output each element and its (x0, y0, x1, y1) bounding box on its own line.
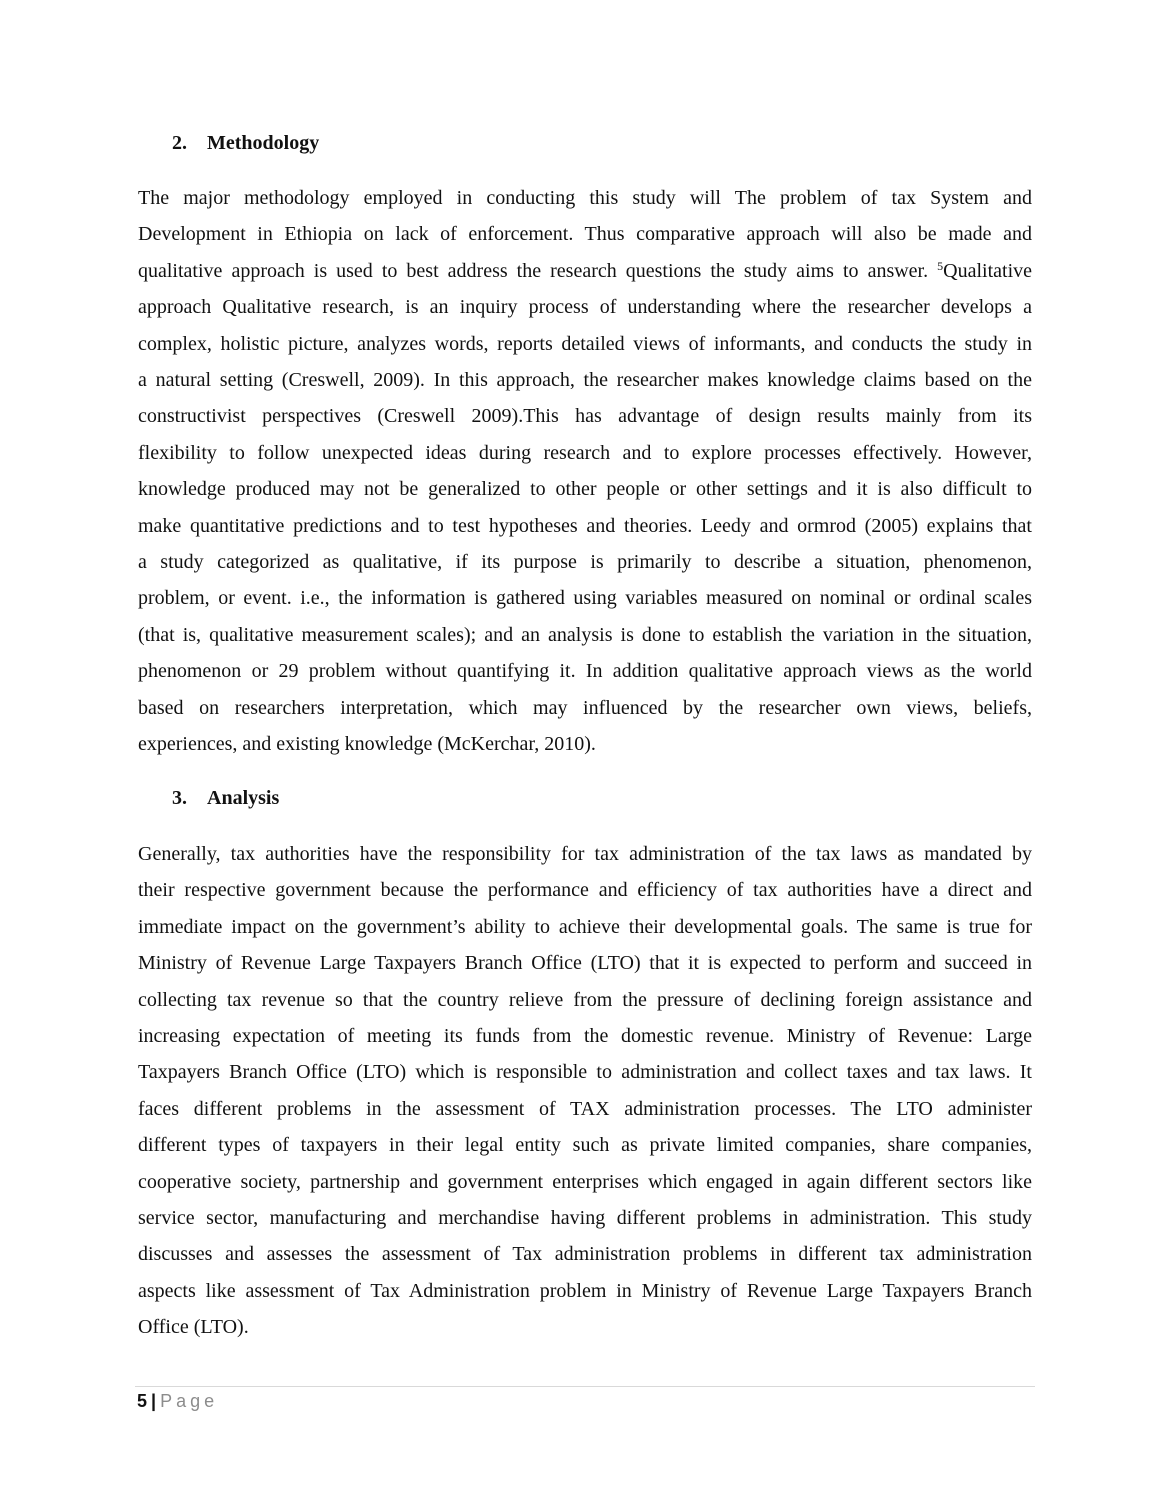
footnote-mark[interactable]: 5 (937, 258, 944, 273)
paragraph-line: (that is, qualitative measurement scales); and an analysis is done to establish the variation in the situation, (138, 623, 1032, 646)
paragraph-line: faces different problems in the assessment of TAX administration processes. The LTO administer (138, 1097, 1032, 1120)
paragraph-line: knowledge produced may not be generalized to other people or other settings and it is also difficult to (138, 478, 1032, 501)
paragraph-line: Generally, tax authorities have the responsibility for tax administration of the tax laws as mandated by (138, 843, 1032, 865)
paragraph-line: Taxpayers Branch Office (LTO) which is responsible to administration and collect taxes and tax laws. It (138, 1061, 1032, 1084)
paragraph-line-text: Qualitative (943, 259, 1032, 282)
paragraph-line: experiences, and existing knowledge (McKerchar, 2010). (138, 733, 596, 756)
paragraph-line: collecting tax revenue so that the country relieve from the pressure of declining foreign assistance and (138, 988, 1032, 1011)
paragraph-line: phenomenon or 29 problem without quantifying it. In addition qualitative approach views as the world (138, 660, 1032, 683)
section-heading-methodology (172, 131, 319, 155)
paragraph-line: complex, holistic picture, analyzes words, reports detailed views of informants, and conducts the study in (138, 332, 1032, 355)
paragraph-line: based on researchers interpretation, which may influenced by the researcher own views, beliefs, (138, 696, 1032, 719)
page-footer (137, 1389, 218, 1413)
paragraph-line: problem, or event. i.e., the information is gathered using variables measured on nominal or ordinal scales (138, 587, 1032, 610)
section-number: 3. (172, 787, 187, 809)
paragraph-line: different types of taxpayers in their legal entity such as private limited companies, share companies, (138, 1134, 1032, 1157)
paragraph-line: cooperative society, partnership and government enterprises which engaged in again different sectors like (138, 1170, 1032, 1193)
paragraph-line: their respective government because the performance and efficiency of tax authorities have a direct and (138, 879, 1032, 902)
paragraph-line: a study categorized as qualitative, if its purpose is primarily to describe a situation, phenomenon, (138, 551, 1032, 574)
paragraph-line: discusses and assesses the assessment of Tax administration problems in different tax administration (138, 1243, 1032, 1266)
section-heading-analysis (172, 786, 279, 810)
paragraph-line: increasing expectation of meeting its funds from the domestic revenue. Ministry of Revenue: Large (138, 1025, 1032, 1048)
analysis-paragraph (138, 836, 1032, 1346)
paragraph-line: a natural setting (Creswell, 2009). In this approach, the researcher makes knowledge claims based on the (138, 369, 1032, 392)
paragraph-line: approach Qualitative research, is an inquiry process of understanding where the researcher develops a (138, 296, 1032, 319)
paragraph-line (138, 253, 1032, 289)
paragraph-line: flexibility to follow unexpected ideas during research and to explore processes effectively. However, (138, 441, 1032, 464)
paragraph-line: Office (LTO). (138, 1316, 249, 1339)
methodology-paragraph (138, 180, 1032, 763)
paragraph-line: constructivist perspectives (Creswell 2009).This has advantage of design results mainly from its (138, 405, 1032, 428)
page-number: 5 (137, 1391, 148, 1411)
section-title: Methodology (207, 132, 320, 154)
footer-separator: | (151, 1391, 157, 1411)
paragraph-line-text: qualitative approach is used to best address the research questions the study aims to answer. (138, 259, 938, 282)
section-title: Analysis (207, 787, 280, 809)
paragraph-line: Ministry of Revenue Large Taxpayers Branch Office (LTO) that it is expected to perform and succeed in (138, 952, 1032, 975)
paragraph-line: Development in Ethiopia on lack of enforcement. Thus comparative approach will also be made and (138, 223, 1032, 246)
paragraph-line: service sector, manufacturing and merchandise having different problems in administration. This study (138, 1207, 1032, 1230)
page-label: Page (160, 1391, 219, 1411)
paragraph-line: The major methodology employed in conducting this study will The problem of tax System and (138, 187, 1032, 209)
footer-divider (135, 1386, 1035, 1387)
paragraph-line: make quantitative predictions and to test hypotheses and theories. Leedy and ormrod (2005) explains that (138, 514, 1032, 537)
paragraph-line: immediate impact on the government’s ability to achieve their developmental goals. The same is true for (138, 915, 1032, 938)
section-number: 2. (172, 132, 187, 154)
paragraph-line: aspects like assessment of Tax Administration problem in Ministry of Revenue Large Taxpayers Branch (138, 1279, 1032, 1302)
